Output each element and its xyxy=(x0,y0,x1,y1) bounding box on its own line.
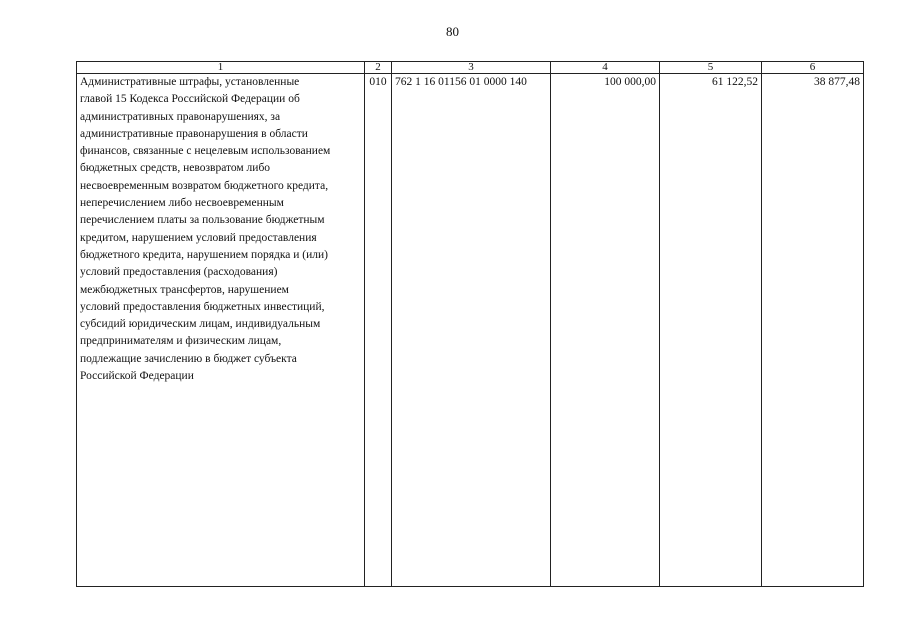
column-header-1: 1 xyxy=(77,62,365,74)
description-line: условий предоставления (расходования) xyxy=(80,266,278,279)
description-line: неперечислением либо несвоевременным xyxy=(80,197,284,210)
description-line: подлежащие зачислению в бюджет субъекта xyxy=(80,352,297,365)
column-header-5: 5 xyxy=(660,62,762,74)
description-line: межбюджетных трансфертов, нарушением xyxy=(80,283,289,296)
column-header-6: 6 xyxy=(762,62,864,74)
column-header-2: 2 xyxy=(365,62,392,74)
description-line: административные правонарушения в области xyxy=(80,127,308,140)
header-row xyxy=(77,62,864,74)
description-line: бюджетных средств, невозвратом либо xyxy=(80,162,271,175)
description-line: предпринимателям и физическим лицам, xyxy=(80,335,282,348)
row-description xyxy=(77,74,365,587)
row-approved-amount: 100 000,00 xyxy=(551,74,660,587)
description-line: финансов, связанные с нецелевым использованием xyxy=(80,145,331,158)
description-line: субсидий юридическим лицам, индивидуальным xyxy=(80,318,321,331)
description-line: несвоевременным возвратом бюджетного кредита, xyxy=(80,179,329,192)
description-line: Административные штрафы, установленные xyxy=(80,76,300,88)
description-line: главой 15 Кодекса Российской Федерации об xyxy=(80,93,300,106)
table-row xyxy=(77,74,864,587)
row-unexecuted-amount: 38 877,48 xyxy=(762,74,864,587)
row-line-code: 010 xyxy=(365,74,392,587)
column-header-3: 3 xyxy=(392,62,551,74)
description-line: административных правонарушениях, за xyxy=(80,110,281,123)
description-line: бюджетного кредита, нарушением порядка и (или) xyxy=(80,248,328,261)
description-line: перечислением платы за пользование бюджетным xyxy=(80,214,325,227)
report-table xyxy=(76,61,864,587)
description-line: условий предоставления бюджетных инвестиций, xyxy=(80,300,325,313)
description-line: Российской Федерации xyxy=(80,370,194,383)
column-header-4: 4 xyxy=(551,62,660,74)
page-number: 80 xyxy=(446,24,459,39)
row-executed-amount: 61 122,52 xyxy=(660,74,762,587)
row-classification-code: 762 1 16 01156 01 0000 140 xyxy=(392,74,551,587)
description-line: кредитом, нарушением условий предоставления xyxy=(80,231,317,244)
